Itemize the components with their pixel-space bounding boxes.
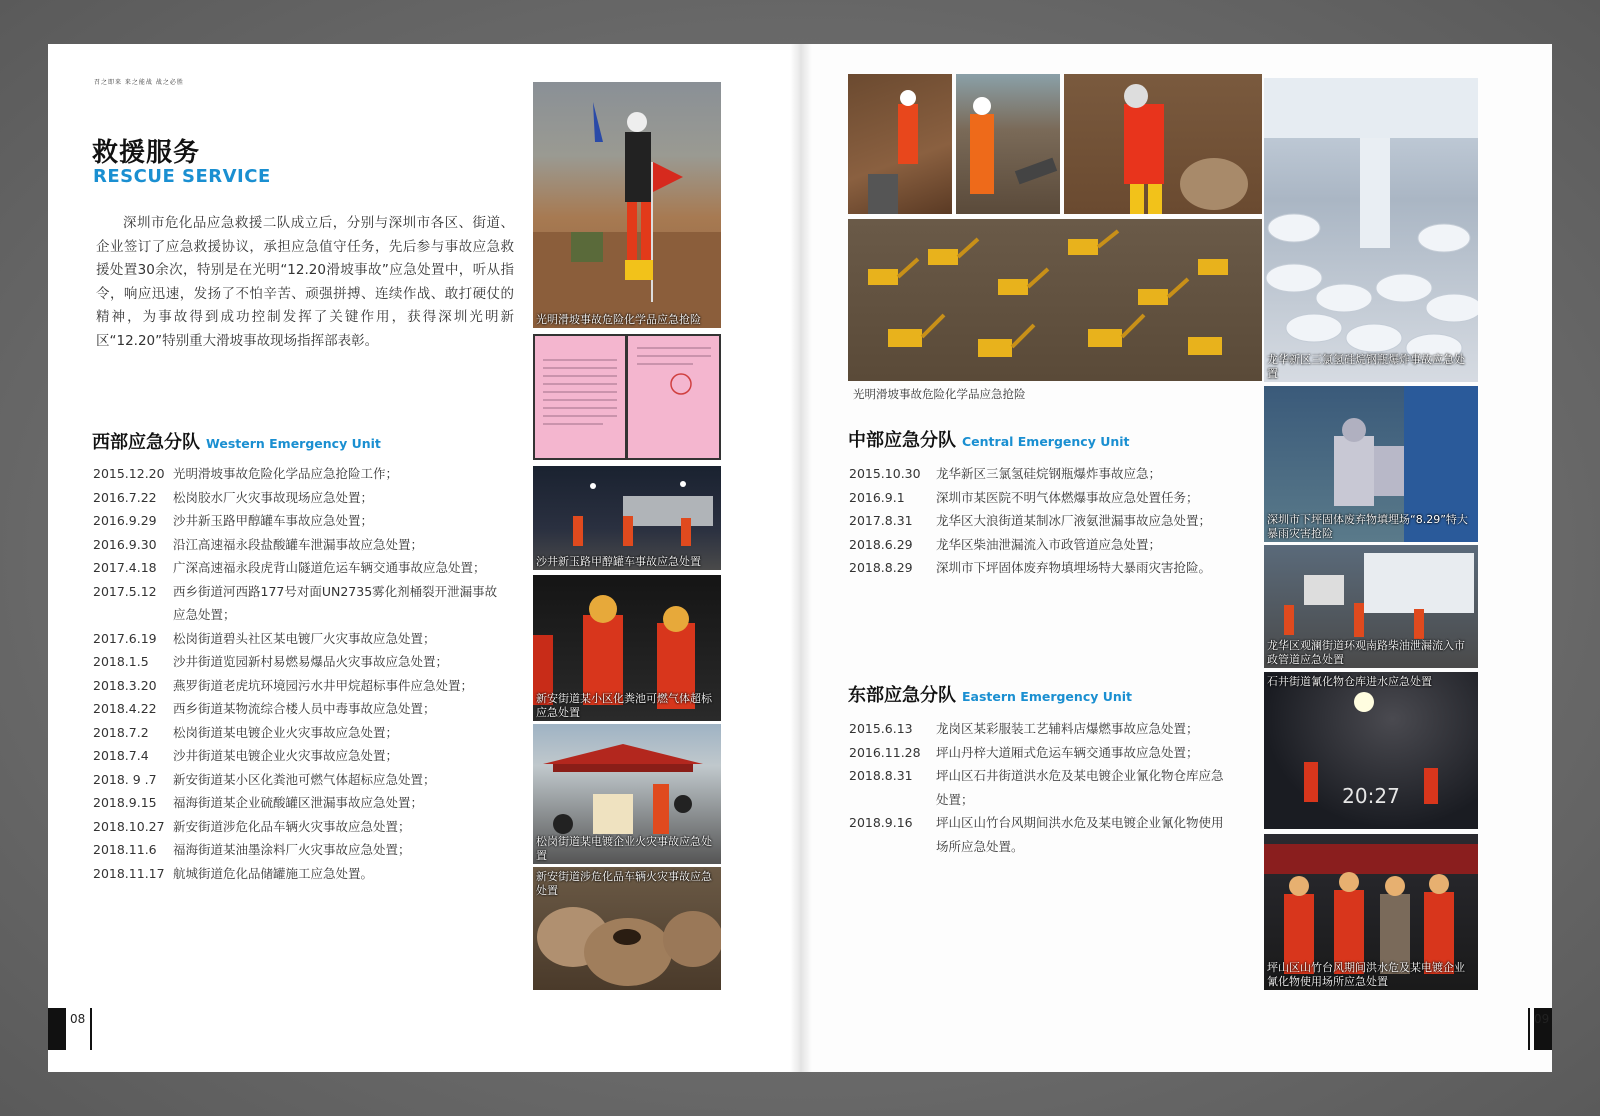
incident-text: 燕罗街道老虎坑环境园污水井甲烷超标事件应急处置； [173,677,474,693]
digger-illustration-2 [956,74,1060,214]
incident-text: 龙华区柴油泄漏流入市政管道应急处置； [936,536,1162,552]
incident-item [93,556,503,580]
incident-text: 松岗街道碧头社区某电镀厂火灾事故应急处置； [173,630,436,646]
photo-caption: 龙华区观澜街道环观南路柴油泄漏流入市政管道应急处置 [1267,639,1465,666]
incident-date: 2016.9.30 [93,536,157,552]
incident-date: 2015.6.13 [849,721,913,736]
photo-vehicle-fire [533,867,721,990]
document-lines [533,334,721,460]
incident-item [93,815,503,839]
incident-date: 2018.11.17 [93,865,165,881]
incident-item [849,486,1249,510]
photo-top-digging-2 [956,74,1060,214]
incident-item [93,650,503,674]
eastern-incident-list [849,717,1229,858]
photo-caption: 石井街道氰化物仓库进水应急处置 [1267,675,1432,688]
incident-date: 2018.8.29 [849,560,913,575]
photo-silane-cylinder [1264,78,1478,382]
incident-date: 2018.7.2 [93,724,149,740]
central-incident-list [849,462,1249,580]
incident-date: 2018.1.5 [93,654,149,669]
incident-text: 坪山区石井街道洪水危及某电镀企业氰化物仓库应急处置； [936,768,1224,807]
incident-text: 新安街道某小区化粪池可燃气体超标应急处置； [173,771,436,787]
page-number: 09 [1534,1012,1550,1026]
page-marker-bar [48,1008,66,1050]
incident-date: 2018.6.29 [849,536,913,552]
incident-item [93,862,503,886]
page-marker-line [1528,1008,1530,1050]
incident-item [93,486,503,510]
brochure-spread [48,44,1552,1072]
incident-text: 西乡街道某物流综合楼人员中毒事故应急处置； [173,701,436,716]
incident-date: 2018.3.20 [93,677,157,693]
incident-text: 松岗街道某电镀企业火灾事故应急处置； [173,724,399,740]
right-page [800,44,1552,1072]
incident-date: 2018.8.31 [849,768,913,783]
incident-text: 广深高速福永段虎背山隧道危运车辆交通事故应急处置； [173,560,486,575]
incident-text: 沙井街道览园新村易燃易爆品火灾事故应急处置； [173,654,449,669]
photo-caption: 沙井新玉路甲醇罐车事故应急处置 [536,555,701,568]
photo-top-digging-3 [1064,74,1262,214]
photo-caption: 新安街道涉危化品车辆火灾事故应急处置 [536,870,712,897]
photo-excavators-site [848,219,1262,381]
sandbags-illustration [1264,78,1478,382]
incident-date: 2015.10.30 [849,466,921,481]
photo-caption: 光明滑坡事故危险化学品应急抢险 [536,313,701,326]
photo-caption: 坪山区山竹台风期间洪水危及某电镀企业氰化物使用场所应急处置 [1267,961,1465,988]
incident-date: 2017.6.19 [93,630,157,646]
western-unit-title-en: Western Emergency Unit [206,436,381,451]
digger-illustration-3 [1064,74,1262,214]
page-number: 08 [70,1012,86,1026]
incident-text: 深圳市下坪固体废弃物填埋场特大暴雨灾害抢险。 [936,560,1212,575]
incident-text: 沙井新玉路甲醇罐车事故应急处置； [173,513,374,528]
incident-item [93,580,503,627]
incident-date: 2017.4.18 [93,560,157,575]
incident-item [93,674,503,698]
incident-date: 2018.10.27 [93,818,165,834]
digger-illustration-1 [848,74,952,214]
page-title: 救援服务 [92,138,201,168]
photo-caption: 新安街道某小区化粪池可燃气体超标应急处置 [536,692,712,719]
excavators-illustration [848,219,1262,381]
central-unit-title: 中部应急分队 Central Emergency Unit [848,430,1130,451]
photo-caption: 龙华新区三氯氢硅烷钢瓶爆炸事故应急处置 [1267,353,1465,380]
incident-item [93,744,503,768]
photo-commendation-letters [533,334,721,460]
incident-text: 沿江高速福永段盐酸罐车泄漏事故应急处置； [173,536,424,552]
incident-item [93,768,503,792]
incident-item [93,838,503,862]
central-unit-title-en: Central Emergency Unit [962,434,1130,449]
incident-date: 2016.9.1 [849,489,905,505]
incident-text: 龙华区大浪街道某制冰厂液氨泄漏事故应急处置； [936,513,1212,528]
incident-date: 2016.9.29 [93,513,157,528]
incident-date: 2016.11.28 [849,744,921,760]
photo-typhoon-flood [1264,834,1478,990]
incident-item [849,741,1229,765]
spine-shadow [790,44,812,1072]
incident-item [93,627,503,651]
page-title-en: RESCUE SERVICE [93,166,271,187]
incident-item [849,811,1229,858]
incident-item [849,533,1249,557]
incident-text: 新安街道涉危化品车辆火灾事故应急处置； [173,818,411,834]
photo-cyanide-warehouse [1264,672,1478,829]
page-tagline: 召之即来 来之能战 战之必胜 [94,79,184,86]
incident-item [93,509,503,533]
incident-text: 福海街道某油墨涂料厂火灾事故应急处置； [173,842,411,857]
eastern-unit-title-en: Eastern Emergency Unit [962,689,1133,704]
incident-text: 坪山区山竹台风期间洪水危及某电镀企业氰化物使用场所应急处置。 [936,815,1224,854]
incident-date: 2018.9.16 [849,815,913,830]
incident-date: 2018. 9 .7 [93,771,157,787]
incident-date: 2017.5.12 [93,583,157,599]
incident-text: 松岗胶水厂火灾事故现场应急处置； [173,489,374,505]
incident-item [93,533,503,557]
photo-methanol-tanker [533,466,721,570]
incident-date: 2015.12.20 [93,466,165,481]
incident-text: 福海街道某企业硫酸罐区泄漏事故应急处置； [173,795,424,810]
landslide-illustration [533,82,721,328]
incident-item [849,717,1229,741]
page-marker-line [90,1008,92,1050]
incident-date: 2018.11.6 [93,842,157,857]
incident-item [93,697,503,721]
photo-septic-tank-gas [533,575,721,721]
incident-text: 西乡街道河西路177号对面UN2735雾化剂桶裂开泄漏事故应急处置； [173,583,498,622]
incident-text: 坪山丹梓大道厢式危运车辆交通事故应急处置； [936,744,1199,760]
photo-caption: 深圳市下坪固体废弃物填埋场“8.29”特大暴雨灾害抢险 [1267,513,1468,540]
incident-date: 2018.4.22 [93,701,157,716]
western-incident-list [93,462,503,885]
left-page [48,44,800,1072]
incident-item [849,509,1249,533]
incident-item [93,791,503,815]
incident-date: 2016.7.22 [93,489,157,505]
western-unit-title: 西部应急分队 Western Emergency Unit [92,432,381,453]
incident-item [849,556,1249,580]
incident-text: 龙岗区某彩服装工艺辅料店爆燃事故应急处置； [936,721,1199,736]
photo-electroplating-fire [533,724,721,864]
incident-item [849,462,1249,486]
incident-date: 2017.8.31 [849,513,913,528]
photo-diesel-leak [1264,545,1478,668]
incident-text: 沙井街道某电镀企业火灾事故应急处置； [173,748,399,763]
top-photo-caption: 光明滑坡事故危险化学品应急抢险 [853,387,1026,401]
eastern-unit-title: 东部应急分队 Eastern Emergency Unit [848,685,1133,706]
incident-date: 2018.7.4 [93,748,149,763]
incident-date: 2018.9.15 [93,795,157,810]
photo-landslide-rescue [533,82,721,328]
incident-text: 光明滑坡事故危险化学品应急抢险工作； [173,466,399,481]
photo-landfill-storm [1264,386,1478,542]
incident-item [93,721,503,745]
photo-clock-stamp: 20:27 [1342,784,1400,808]
incident-item [93,462,503,486]
incident-text: 龙华新区三氯氢硅烷钢瓶爆炸事故应急； [936,466,1162,481]
intro-paragraph: 深圳市危化品应急救援二队成立后，分别与深圳市各区、街道、企业签订了应急救援协议，承担应急值守任务，先后参与事故应急救援处置30余次，特别是在光明“12.20滑坡事故”应急处置中，听从指令，响应迅速，发扬了不怕辛苦、顽强拼搏、连续作战、敢打硬仗的精神，为事故得到成功控制发挥了关键作用，获得深圳光明新区“12.20”特别重大滑坡事故现场指挥部表彰。 [96,215,514,349]
photo-top-digging-1 [848,74,952,214]
incident-text: 航城街道危化品储罐施工应急处置。 [173,865,374,881]
photo-caption: 松岗街道某电镀企业火灾事故应急处置 [536,835,712,862]
incident-text: 深圳市某医院不明气体燃爆事故应急处置任务； [936,489,1199,505]
incident-item [849,764,1229,811]
